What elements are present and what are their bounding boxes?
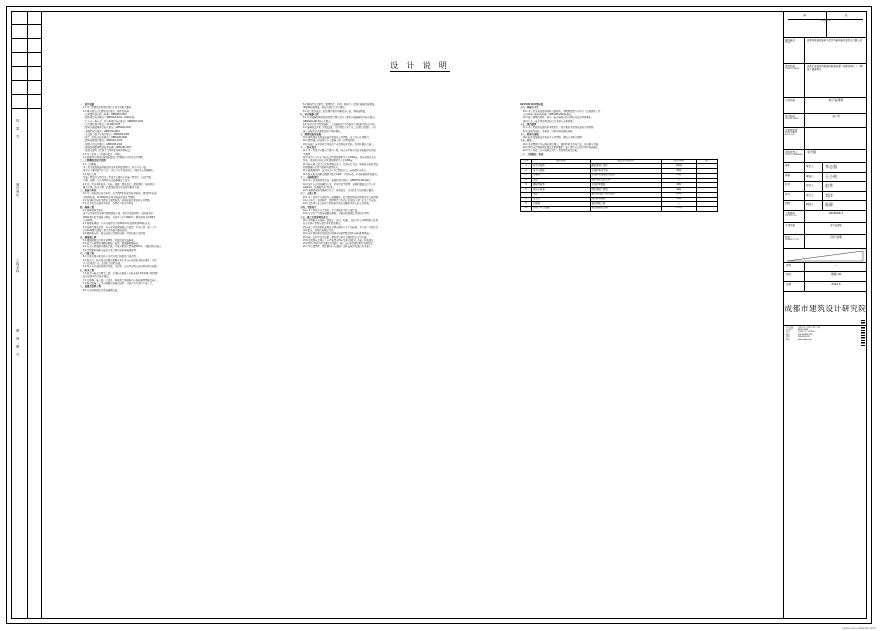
table-cell: 地下室地面 bbox=[532, 164, 591, 169]
spec-heading: 二、工程概况及设计范围 bbox=[80, 160, 106, 163]
spec-line: 《建筑内部装修设计防火规范》GB50222-2017 bbox=[83, 127, 132, 130]
project-row bbox=[784, 64, 867, 98]
table-cell: 坡道 bbox=[532, 192, 591, 197]
spec-heading: 四、墙体工程 bbox=[80, 206, 94, 209]
spec-line: 为相对标高，±0.000相当于绝对标高详见总平面图。 bbox=[83, 196, 137, 199]
spec-heading: GB17945-2010等标准。 bbox=[520, 104, 546, 106]
scale-label: 比例 bbox=[786, 263, 792, 267]
table-cell: 2 bbox=[521, 169, 532, 174]
spec-column-2 bbox=[300, 104, 508, 250]
spec-line: 《地下工程防水技术规范》GB50108-2008 bbox=[83, 137, 127, 140]
table-cell: 20厚 bbox=[661, 173, 696, 178]
spec-line: 地下室外墙及承重墙为钢筋混凝土墙，厚度详见结构图；内隔墙采用 bbox=[83, 213, 153, 216]
spec-line: 5.3 有水房间地面应做防水层，并低于相邻房间地面20mm，且做好排水坡度。 bbox=[83, 246, 164, 249]
spec-heading: 十四、节能设计 bbox=[300, 206, 317, 209]
spec-line: 11.5 防火卷帘的耐火极限不低于3.00h，并设自动、手动和温控释放装置。 bbox=[303, 173, 380, 176]
spec-heading: 十五、施工注意事项及其它 bbox=[300, 216, 328, 219]
spec-heading: 十六、环保与卫生 bbox=[520, 107, 539, 110]
table-cell: 变形缝 bbox=[532, 202, 591, 207]
date-value: 2021.5 bbox=[831, 281, 841, 286]
revision-table bbox=[784, 12, 867, 38]
drawing-title-label-en: DRAWING TITLE bbox=[785, 238, 799, 241]
scale-value: — bbox=[834, 263, 838, 267]
spec-line: 《民用建筑设计统一标准》GB50352-2019 bbox=[83, 113, 127, 116]
spec-line: 《建筑设计防火规范》GB50016-2014（2018年版） bbox=[83, 117, 137, 120]
signature-row bbox=[784, 192, 867, 202]
drawing-body bbox=[42, 12, 783, 618]
sheet-no-value: 建施-01 bbox=[830, 271, 842, 276]
cert-row bbox=[786, 339, 865, 341]
cert-value: A151002861 bbox=[798, 328, 809, 331]
spec-line: 《无障碍设计规范》GB50763-2012 bbox=[83, 130, 120, 133]
spec-line: 6.2 防火门、防火卷帘的耐火极限及开启方向应满足防火规范要求，并由 bbox=[83, 259, 157, 262]
table-cell: — bbox=[661, 202, 696, 207]
spec-line: 《车库建筑设计规范》JGJ100-2015 bbox=[83, 123, 121, 126]
spec-line: 再刷调和漆两道，颜色由设计与业主确定。 bbox=[303, 107, 348, 110]
sheet-no-label: 图号 bbox=[786, 272, 792, 276]
spec-heading: 十九、其它 bbox=[520, 140, 532, 143]
cert-value: www.cdadri.com bbox=[798, 338, 812, 341]
spec-line: 后用C20细石混凝土填实并按防火要求封堵。 bbox=[83, 229, 130, 232]
construction-methods-table bbox=[520, 159, 718, 212]
spec-line: 10.2 预留洞口及套管应在土建施工时一次埋设到位。 bbox=[303, 140, 358, 143]
table-cell: 外墙（与土接触） bbox=[532, 207, 591, 212]
spec-line: 7.1 地下室防水等级为二级，采用防水混凝土自防水加1.5厚单组分聚氨酯 bbox=[83, 272, 158, 275]
spec-line: 15.1 本图纸应与结构、给排水、电气、暖通、人防等各专业图纸配合使用， bbox=[303, 219, 381, 222]
sheet-index-diagram bbox=[784, 249, 867, 263]
table-cell: 8 bbox=[521, 197, 532, 202]
spec-line: 本工程为成都双流西航港经济开发区建设项目，地下室为一层， bbox=[83, 166, 149, 169]
spec-line: 如有矛盾应及时与设计单位联系解决。 bbox=[303, 223, 343, 226]
spec-heading: 十八、防雷与接地 bbox=[520, 133, 539, 136]
spec-line: 15.2 施工中所用材料必须符合国家现行有关产品标准，并有出厂合格证及 bbox=[303, 226, 379, 229]
cert-label: 证书编号 bbox=[786, 328, 794, 331]
spec-line: 17.2 选用本地化、可循环、可再利用的建筑材料。 bbox=[523, 130, 575, 133]
table-header-cell: 部位名称 bbox=[532, 159, 591, 164]
table-cell: 露骨料混凝土防滑面层 bbox=[590, 192, 661, 197]
design-stage-row bbox=[784, 114, 867, 128]
margin-label-drawingno: 图 别 图 号 bbox=[15, 329, 20, 357]
client-label-en: CLIENT bbox=[785, 42, 792, 45]
signature-row bbox=[784, 182, 867, 192]
spec-line: 平面图。 bbox=[303, 153, 313, 156]
spec-line: 4.3 墙体留洞及封堵：各专业管道穿墙洞口应预留，不得后凿；施工完毕 bbox=[83, 226, 157, 229]
date-label: 日期 bbox=[786, 282, 792, 286]
signature-rows bbox=[784, 163, 867, 211]
spec-heading: 八、油漆及涂料工程 bbox=[80, 286, 101, 289]
signature-role: 制图 bbox=[785, 202, 791, 205]
margin-label-client: 建设单位 bbox=[15, 183, 20, 197]
project-value: 成都市双流区西航港西航港标准厂房建设项目（一期）施工通道项目 bbox=[807, 65, 865, 72]
revision-strip-secondary bbox=[28, 11, 42, 619]
table-cell: 地下室顶板 bbox=[532, 169, 591, 174]
table-header-cell: 序号 bbox=[521, 159, 532, 164]
client-value: 成都西航港双流电子信息基础设施开发投资有限公司 bbox=[807, 39, 862, 42]
spec-line: 施工前将设计方案报送设计单位确认。 bbox=[303, 130, 343, 133]
spec-line: 3.2 各层标注标高为建筑完成面标高，结构标高详见结构专业图纸。 bbox=[83, 200, 153, 203]
table-cell: 耐磨混凝土地坪 bbox=[590, 164, 661, 169]
spec-line: 本施工图设计范围为本工程地下室建筑专业施工图设计，包括平面、 bbox=[83, 176, 153, 179]
spec-line: 9.3 装修做法详见工程做法表，凡注明由专业厂家二次设计的部位，应在 bbox=[303, 127, 377, 130]
table-cell: 20厚 bbox=[661, 169, 696, 174]
revision-col-1: 修 bbox=[803, 14, 806, 17]
table-cell: 水泥砂浆找平层 bbox=[590, 169, 661, 174]
spec-line: 耐火等级、防水等级、抗震设防烈度及使用年限见下表。 bbox=[83, 186, 142, 189]
table-cell: 水泥砂浆抹灰加乳胶漆 bbox=[590, 173, 661, 178]
table-cell: 3 bbox=[521, 173, 532, 178]
table-cell: 楼梯间地面 bbox=[532, 183, 591, 188]
design-stage-value: 施工图 bbox=[832, 115, 840, 118]
table-cell: 设备房地面 bbox=[532, 188, 591, 193]
table-cell: 5 bbox=[521, 183, 532, 188]
signature-title: 审核人 bbox=[805, 173, 823, 182]
spec-line: 3.1 本工程标高以米为单位，总平面图中标高为绝对标高，建筑图中标高 bbox=[83, 193, 157, 196]
spec-line: 11.3 防火墙上的门应采用甲级防火门，并能自行关闭；穿越防火墙的管道 bbox=[303, 163, 378, 166]
spec-line: 立面、剖面、节点详图及室内装修做法等内容。 bbox=[83, 180, 132, 183]
copyright-note: 本图纸设计版权属成都市建筑设计研究院 bbox=[841, 628, 876, 630]
cert-value: 028-28-86613231 bbox=[798, 333, 813, 336]
table-cell bbox=[697, 207, 718, 212]
project-label: 项目名称 bbox=[785, 65, 796, 68]
cert-label: 传真 bbox=[786, 336, 790, 339]
spec-line: 14.1 本工程地下室不采暖、不空调部位不作节能计算。 bbox=[303, 210, 360, 212]
revision-col-2: 改 bbox=[845, 14, 848, 17]
spec-heading: 十二、无障碍设计 bbox=[300, 176, 319, 179]
signature-role: 校对 bbox=[785, 183, 791, 186]
title-block bbox=[783, 12, 867, 618]
spec-line: 2.1 工程概况 bbox=[83, 163, 97, 166]
table-cell: 防水砂浆抹面 bbox=[590, 197, 661, 202]
spec-line: 4.2 墙身防潮层：在室内地坪以下设20厚1:2水泥砂浆掺5%防水剂。 bbox=[83, 223, 152, 226]
table-cell: 4 bbox=[521, 178, 532, 183]
signature-role: 设计 bbox=[785, 192, 791, 196]
spec-heading: 十七、绿色建筑 bbox=[520, 123, 537, 126]
table-cell: 6 bbox=[521, 188, 532, 193]
signature-row bbox=[784, 163, 867, 173]
cert-label: 证书等级 bbox=[786, 326, 794, 329]
registration-label-en: REGISTERED ARCHITECT bbox=[785, 132, 797, 137]
table-cell: 120厚 bbox=[661, 164, 696, 169]
spec-line: GB50222-2017的有关规定。 bbox=[303, 120, 333, 123]
signature-title: 制图人 bbox=[805, 201, 823, 210]
table-cell: 30厚 bbox=[661, 183, 696, 188]
spec-heading: 十、建筑设备及设施 bbox=[300, 133, 321, 136]
spec-line: 13.3 人防区与非人防区之间的封堵及密闭要求详见人防专业说明。 bbox=[303, 203, 372, 206]
spec-line: 5.4 不同材料地面交接处应设金属分隔条或嵌缝处理。 bbox=[83, 249, 139, 252]
drawing-title-value: 设计说明 bbox=[829, 234, 842, 239]
page-title: 设 计 说 明 bbox=[390, 61, 450, 70]
signature-name: 陈静 bbox=[825, 202, 833, 207]
spec-line: 7.3 防水层施工完毕应做蓄水或淋水试验，合格后方可进行下道工序。 bbox=[83, 282, 155, 285]
spec-line: 10.3 电梯、自动扶梯等设备由厂家提供技术资料，经设计确认后施工。 bbox=[303, 143, 376, 146]
spec-line: 检验报告，进场后按规定复验。 bbox=[303, 229, 336, 232]
spec-line: 1.2 国家现行有关建筑设计规范、规程及标准： bbox=[83, 110, 132, 113]
spec-line: 4.1 墙体材料及厚度 bbox=[83, 210, 104, 212]
signature-row bbox=[784, 173, 867, 183]
signature-row bbox=[784, 201, 867, 211]
spec-line: 四周缝隙应采用不燃材料填塞密实。 bbox=[303, 166, 341, 169]
table-cell: 1 bbox=[521, 164, 532, 169]
spec-line: 19.3 本工程竣工后应按规定进行工程质量验收及备案。 bbox=[523, 150, 580, 153]
spec-line: 2.2 设计范围 bbox=[83, 173, 97, 176]
table-cell: 1.5厚 bbox=[661, 207, 696, 212]
spec-line: 5.2 地下室地面采用耐磨混凝土地坪，面层随捣随抹光。 bbox=[83, 243, 141, 246]
spec-line: 18.1 防雷接地做法详见电气专业图纸，建筑专业配合预埋。 bbox=[523, 137, 585, 140]
project-no-label: 工程编号 bbox=[785, 211, 796, 215]
spec-line: 防水涂料的复合防水做法。 bbox=[83, 276, 111, 279]
spec-line: 《建筑防烟排烟系统技术标准》GB51251-2017 bbox=[83, 147, 132, 150]
spec-line: 《成都市建筑工程地下空间开发利用管理办法》 bbox=[83, 150, 132, 153]
project-manager-sign: 李志强 bbox=[807, 150, 817, 154]
spec-line: 15.7 所有预埋件、预留洞均应在混凝土浇筑前核对无误后方可施工。 bbox=[303, 246, 374, 249]
client-label: 建设单位 bbox=[785, 39, 796, 42]
spec-heading: 三、标高与单位 bbox=[80, 190, 97, 193]
client-row bbox=[784, 38, 867, 64]
cert-value: 成都市下东大街段9号 bbox=[798, 331, 816, 334]
company-name: 成都市建筑设计研究院 bbox=[784, 303, 867, 313]
spec-line: 6.3 所有外门窗的抗风压性能、气密性、水密性分级应满足国家相关标准。 bbox=[83, 266, 160, 269]
spec-line: 11.4 疏散楼梯间、前室的门应为乙级防火门，向疏散方向开启。 bbox=[303, 170, 369, 173]
spec-line: 9.2 本设计仅为基本装修，二次装修设计不得拆改主体结构及防火分隔。 bbox=[303, 123, 377, 126]
cert-value: 建筑行业（建筑工程）甲级 bbox=[798, 326, 821, 329]
spec-line: 1200mm，地面防滑且不积水。 bbox=[303, 186, 336, 189]
spec-line: 《屋面工程技术规范》GB50345-2012 bbox=[83, 143, 123, 146]
spec-line: 《汽车库、修车库、停车场设计防火规范》GB50067-2014 bbox=[83, 120, 144, 123]
table-row bbox=[521, 207, 718, 212]
table-cell: 100厚 bbox=[661, 192, 696, 197]
spec-line: 1.4 经规划主管部门批准的建设工程规划许可证及总平面图。 bbox=[83, 157, 146, 159]
spec-line: 专用砂浆。 bbox=[83, 219, 95, 222]
sheet-subtitle-label: 子项名称 bbox=[785, 223, 796, 227]
date-row bbox=[784, 282, 867, 292]
signature-title: 设计人 bbox=[805, 192, 823, 201]
spec-line: 19.1 本套图纸中凡与国家现行规范、强制性条文不符之处，均以规范为准。 bbox=[523, 143, 601, 146]
design-stage-label-en: DESIGN STAGE bbox=[785, 118, 799, 121]
table-header-cell: 做法及图集编号 bbox=[590, 159, 661, 164]
spec-line: 16.3 污水、废水经处理达标后方可排入市政管网。 bbox=[523, 120, 575, 123]
spec-line: 19.2 图中未注明的构造做法及材料要求，施工单位应与设计单位协商确定。 bbox=[523, 147, 601, 150]
signature-name: 王小明 bbox=[825, 173, 837, 179]
spec-heading: 一、设计依据 bbox=[80, 104, 94, 106]
spec-line: 1.1 本工程建设方提供的设计任务书及相关要求。 bbox=[83, 107, 134, 110]
table-header-cell: 备注 bbox=[697, 159, 718, 164]
scale-row bbox=[784, 263, 867, 272]
table-cell: 顶棚 bbox=[532, 178, 591, 183]
spec-heading: 五、楼地面工程 bbox=[80, 236, 97, 239]
spec-line: 《人民防空地下室设计规范》GB50038-2005 bbox=[83, 133, 130, 136]
spec-line: 12.2 地下车库设无障碍车位，位置详见平面图；无障碍通道宽度不小于 bbox=[303, 183, 376, 186]
table-cell: 细石混凝土面层 bbox=[590, 188, 661, 193]
spec-line: 室内环境污染控制标准》GB50325-2020的规定。 bbox=[523, 113, 574, 116]
table-cell: 聚氨酯防水涂料 bbox=[590, 207, 661, 212]
sheet-subtitle-value: 地下室建筑 bbox=[830, 223, 842, 227]
table-cell: 集水坑 bbox=[532, 197, 591, 202]
spec-line: 13.2 人防门、封堵构件、预埋管件等均由有资质的专业厂家生产并安装。 bbox=[303, 200, 379, 203]
project-label-en: PROJECT NAME bbox=[785, 68, 800, 71]
cert-label: 地址 bbox=[786, 331, 790, 334]
table-cell: 20厚 bbox=[661, 197, 696, 202]
table-cell: 内墙面 bbox=[532, 173, 591, 178]
spec-line: 16.2 施工现场的噪声、扬尘、废水排放应符合国家及地方环保要求。 bbox=[523, 117, 594, 120]
spec-line: 4.4 砌体墙与柱、墙交接处应设置拉结筋，详见结构专业说明。 bbox=[83, 233, 148, 236]
registration-label: 注册师签章 bbox=[785, 129, 798, 132]
spec-line: 6.1 门窗立面分格及开启方式详见门窗表及门窗详图。 bbox=[83, 256, 139, 259]
spec-line: 8.3 木门及木制品，除特殊注明外均刷底油一道，调和漆两道。 bbox=[303, 110, 368, 113]
spec-column-3 bbox=[520, 104, 725, 212]
spec-line: 具有资质的厂家二次设计后制作安装。 bbox=[83, 263, 123, 265]
table-cell: — bbox=[661, 178, 696, 183]
spec-line: 7.2 变形缝、施工缝、后浇带、穿墙管等细部构造应按标准图集做法施工。 bbox=[83, 279, 160, 282]
spec-heading: 七、防水工程 bbox=[80, 269, 94, 272]
spec-line: 2.3 本工程各单体编号、名称、层数、建筑高度、建筑面积、结构形式、 bbox=[83, 183, 157, 186]
spec-line: 系统；设备用房防火分区建筑面积不大于1000㎡。 bbox=[303, 160, 355, 163]
subproject-label: 子项名称 bbox=[785, 99, 796, 102]
table-cell: 40厚 bbox=[661, 188, 696, 193]
sheet-no-row bbox=[784, 272, 867, 282]
spec-line: 200厚蒸压加气混凝土砌块，容重不大于7.0kN/m³，砌筑砂浆采用M5.0 bbox=[83, 216, 156, 219]
spec-line: 13.1 本工程地下室战时为人员掩蔽所，抗力级别及防化级别详见人防图纸。 bbox=[303, 196, 381, 199]
spec-line: 地下室主要功能为汽车库、自行车库及设备用房，战时为人员掩蔽所。 bbox=[83, 170, 156, 173]
table-cell: 板底喷涂无机涂料 bbox=[590, 178, 661, 183]
company-cert-block bbox=[784, 326, 867, 360]
table-cell: 7 bbox=[521, 192, 532, 197]
revision-sub-label: REVISION bbox=[820, 20, 831, 22]
signature-name: 刘洋 bbox=[825, 192, 833, 198]
revision-strip bbox=[11, 11, 28, 619]
spec-line: 9.1 室内装修材料的燃烧性能等级应符合《建筑内部装修设计防火规范》 bbox=[303, 117, 377, 120]
spec-line: 16.1 本工程采用的建筑材料其放射性、甲醛释放量等应符合《民用建筑工程 bbox=[523, 110, 601, 113]
spec-line: 11.1 本工程地下室耐火等级为一级，防火分区划分及安全疏散详见各层 bbox=[303, 150, 376, 153]
table-cell: 9 bbox=[521, 202, 532, 207]
spec-heading: 二十、工程做法一览表 bbox=[520, 153, 544, 156]
spec-heading: 九、室内装修工程 bbox=[300, 113, 319, 116]
project-no-row bbox=[784, 211, 867, 223]
spec-heading: 十三、人防工程 bbox=[300, 193, 317, 196]
spec-line: 14.2 与室外空气直接接触的顶板、外墙的保温做法详见构造详图。 bbox=[303, 213, 372, 216]
spec-line: 10.1 建筑设备及管道安装详见设备专业图纸，各专业应密切配合。 bbox=[303, 137, 372, 140]
cert-label: 电话 bbox=[786, 333, 790, 336]
spec-line: 11.2 地下汽车库每个防火分区建筑面积不大于4000㎡，设自动喷水灭火 bbox=[303, 157, 377, 159]
subproject-row bbox=[784, 98, 867, 114]
table-header-cell: 厚度(mm) bbox=[661, 159, 696, 164]
cert-label: 网址 bbox=[786, 338, 790, 341]
signature-name: 赵华 bbox=[825, 183, 833, 188]
design-stage-label: 设计阶段 bbox=[785, 115, 796, 118]
spec-line: 12.1 本工程无障碍设计按《无障碍设计规范》GB50763-2012执行。 bbox=[303, 180, 373, 183]
sheet-subtitle-row bbox=[784, 223, 867, 235]
spec-line: 8.2 钢构件及金属件（预埋铁件、栏杆、爬梯等）除锈后刷防锈漆两道， bbox=[303, 104, 377, 106]
signature-role: 审定 bbox=[785, 164, 791, 167]
spec-line: 15.5 本说明未尽事宜，应严格遵守国家及地方现行有关施工验收规范。 bbox=[303, 239, 376, 242]
spec-column-1 bbox=[80, 104, 288, 293]
signature-title: 校对人 bbox=[805, 182, 823, 191]
project-manager-label-en: PROJECT MANAGER bbox=[785, 154, 803, 157]
project-manager-row bbox=[784, 150, 867, 163]
spec-line: 17.1 本工程按绿色建筑基本级设计，设计要求详见绿色建筑专项说明。 bbox=[523, 127, 596, 130]
company-logo-block bbox=[784, 292, 867, 326]
signature-name: 李志强 bbox=[825, 164, 837, 169]
spec-line: 1.3 本工程岩土工程勘察报告（详勘）。 bbox=[83, 153, 123, 156]
spec-line: 15.3 未注明的构造及做法均按国家标准图集及四川省标准图集施工。 bbox=[303, 233, 374, 236]
spec-line: 3.3 尺寸标注以毫米为单位，总图尺寸以米为单位。 bbox=[83, 203, 136, 206]
project-no-label-en: PROJECT NO. bbox=[785, 214, 798, 217]
table-cell: 10 bbox=[521, 207, 532, 212]
spec-line: 15.6 图中注明“由甲方确认”的部位，施工前应取得建设单位书面意见。 bbox=[303, 243, 375, 246]
spec-line: 12.3 无障碍电梯及候梯厅尺寸、按钮高度、盲文标识等满足规范要求。 bbox=[303, 190, 376, 193]
barcode bbox=[861, 320, 865, 346]
registration-seal-row bbox=[784, 128, 867, 150]
drawing-title-label: 图名 bbox=[785, 235, 791, 239]
spec-line: 15.4 施工过程中如需变更，须经设计单位书面同意后方可实施。 bbox=[303, 236, 369, 239]
table-cell: 水泥砂浆面层 bbox=[590, 183, 661, 188]
spec-heading: 十一、防火设计 bbox=[300, 147, 317, 150]
signature-title: 审定人 bbox=[805, 163, 823, 172]
spec-line: 5.1 楼地面做法详见本套图纸工程做法表及装修表。 bbox=[83, 239, 136, 242]
project-no-value: 2018166-7 bbox=[828, 210, 844, 215]
cert-value: 028-86613231 bbox=[798, 336, 810, 339]
margin-label-archive: 档 案 号 bbox=[15, 119, 20, 139]
spec-heading: 六、门窗工程 bbox=[80, 253, 94, 256]
table-cell: 镀锌钢板盖缝 bbox=[590, 202, 661, 207]
spec-line: 《建筑地面设计规范》GB50037-2013 bbox=[83, 140, 123, 143]
project-manager-label: 项目负责人 bbox=[785, 151, 798, 154]
spec-line: 8.1 室内涂料做法详见装修做法表。 bbox=[83, 289, 120, 292]
signature-role: 审核 bbox=[785, 173, 791, 177]
margin-label-project: 工程名称 bbox=[15, 259, 20, 273]
drawing-title-row bbox=[784, 235, 867, 249]
subproject-value: 地下室建筑 bbox=[828, 98, 844, 102]
triangle-index-icon bbox=[786, 250, 864, 262]
